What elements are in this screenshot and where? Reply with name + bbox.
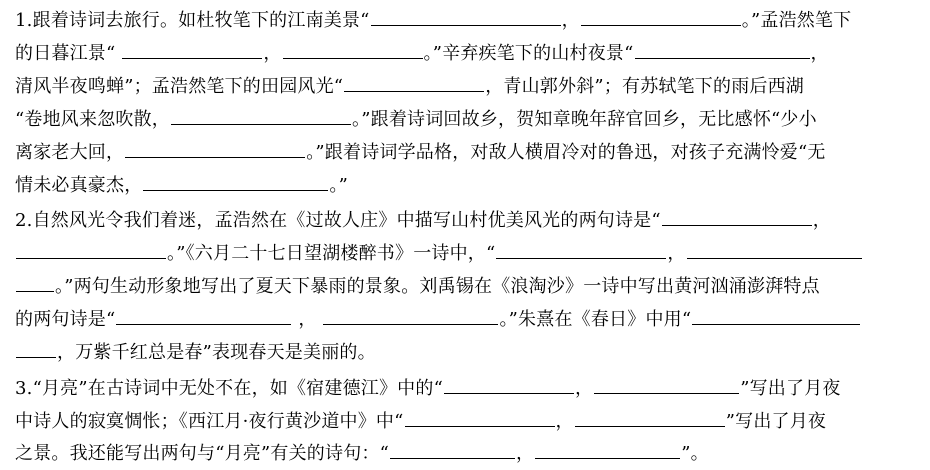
text-segment: ，青山郭外斜”；有苏轼笔下的雨后西湖 (485, 76, 805, 97)
answer-blank[interactable] (16, 240, 166, 259)
text-segment: 2.自然风光令我们着迷，孟浩然在《过故人庄》中描写山村优美风光的两句诗是“ (15, 210, 661, 231)
text-segment: ， (555, 411, 574, 432)
q2-line1 (15, 204, 917, 237)
text-segment: 。”跟着诗词回故乡，贺知章晚年辞官回乡，无比感怀“少小 (352, 109, 817, 130)
q1-line4 (15, 103, 917, 136)
text-segment: 。”朱熹在《春日》中用“ (499, 309, 692, 330)
text-segment: ， (574, 378, 594, 399)
q1-line6 (15, 169, 917, 202)
q3-line1 (15, 372, 917, 405)
text-segment: ， (516, 443, 535, 464)
q2-line4 (15, 303, 917, 336)
answer-blank[interactable] (344, 73, 484, 92)
answer-blank[interactable] (390, 440, 515, 459)
text-segment: “卷地风来忽吹散， (15, 109, 171, 130)
text-segment: 的日暮江景“ (15, 43, 122, 64)
answer-blank[interactable] (444, 375, 574, 394)
text-segment: ， (667, 243, 686, 264)
q1-line3 (15, 70, 917, 103)
answer-blank[interactable] (16, 339, 56, 358)
answer-blank[interactable] (116, 306, 291, 325)
text-segment: 离家老大回， (15, 142, 125, 163)
q2-line3 (15, 270, 917, 303)
text-segment: 。”跟着诗词学品格，对敌人横眉冷对的鲁迅，对孩子充满怜爱“无 (306, 142, 826, 163)
text-segment: ”。 (681, 443, 709, 464)
q3-line3 (15, 437, 917, 470)
answer-blank[interactable] (496, 240, 666, 259)
text-segment: 情未必真豪杰， (15, 175, 143, 196)
answer-blank[interactable] (371, 7, 561, 26)
q2-line5 (15, 336, 917, 369)
answer-blank[interactable] (125, 139, 305, 158)
answer-blank[interactable] (594, 375, 739, 394)
answer-blank[interactable] (581, 7, 741, 26)
text-segment: 。”两句生动形象地写出了夏天下暴雨的景象。刘禹锡在《浪淘沙》一诗中写出黄河汹涌澎湃特点 (55, 276, 820, 297)
text-segment: ， (810, 43, 829, 64)
text-segment: 中诗人的寂寞惆怅；《西江月·夜行黄沙道中》中“ (15, 411, 404, 432)
answer-blank[interactable] (171, 106, 351, 125)
text-segment: ， (292, 309, 323, 330)
answer-blank[interactable] (635, 40, 810, 59)
text-segment: ，万紫千红总是春”表现春天是美丽的。 (57, 342, 376, 363)
answer-blank[interactable] (16, 273, 54, 292)
text-segment: 1.跟着诗词去旅行。如杜牧笔下的江南美景“ (15, 10, 370, 31)
text-segment: 清风半夜鸣蝉”；孟浩然笔下的田园风光“ (15, 76, 344, 97)
text-segment: 。”《六月二十七日望湖楼醉书》一诗中，“ (167, 243, 496, 264)
text-segment: ， (263, 43, 282, 64)
answer-blank[interactable] (122, 40, 262, 59)
text-segment: 。”辛弃疾笔下的山村夜景“ (423, 43, 634, 64)
answer-blank[interactable] (323, 306, 498, 325)
answer-blank[interactable] (535, 440, 680, 459)
text-segment: ， (812, 210, 831, 231)
answer-blank[interactable] (662, 207, 812, 226)
q2-line2 (15, 237, 917, 270)
text-segment: ”写出了月夜 (740, 378, 841, 399)
text-segment: ”写出了月夜 (725, 411, 827, 432)
answer-blank[interactable] (687, 240, 862, 259)
text-segment: 。” (329, 175, 349, 196)
answer-blank[interactable] (143, 172, 328, 191)
text-segment: 之景。我还能写出两句与“月亮”有关的诗句：“ (15, 443, 390, 464)
text-segment: 。”孟浩然笔下 (741, 10, 852, 31)
text-segment: ， (561, 10, 580, 31)
q1-line2 (15, 37, 917, 70)
answer-blank[interactable] (575, 408, 725, 427)
q1-line5 (15, 136, 917, 169)
text-segment: 3.“月亮”在古诗词中无处不在，如《宿建德江》中的“ (15, 378, 443, 399)
answer-blank[interactable] (405, 408, 555, 427)
q3-line2 (15, 405, 917, 438)
text-segment: 的两句诗是“ (15, 309, 116, 330)
answer-blank[interactable] (283, 40, 423, 59)
answer-blank[interactable] (692, 306, 860, 325)
q1-line1 (15, 4, 917, 37)
